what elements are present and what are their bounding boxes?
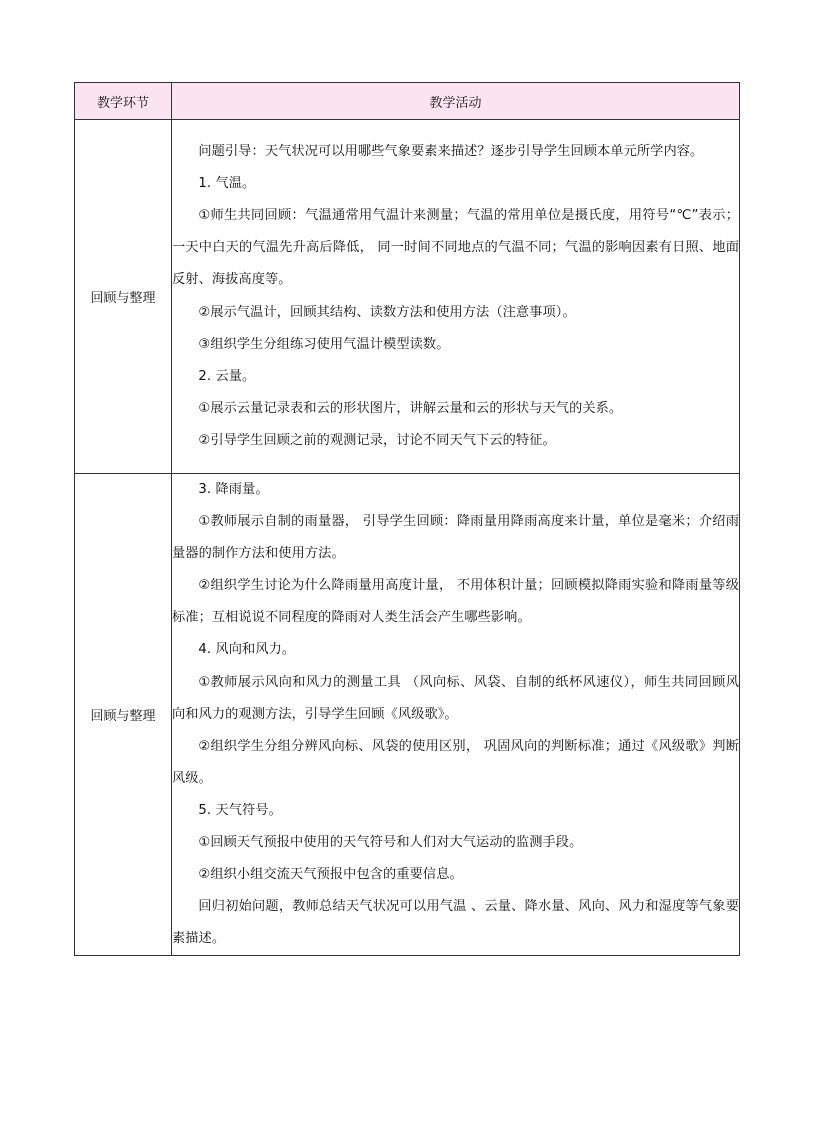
activity-paragraph: 5. 天气符号。 — [198, 802, 282, 818]
activity-paragraph: ②组织学生讨论为什么降雨量用高度计量， 不用体积计量；回顾模拟降雨实验和降雨量等级标准；互相说说不同程度的降雨对人类生活会产生哪些影响。 — [172, 578, 739, 626]
header-activity: 教学活动 — [172, 83, 740, 120]
activity-paragraph: 问题引导：天气状况可以用哪些气象要素来描述？逐步引导学生回顾本单元所学内容。 — [198, 144, 704, 160]
activity-paragraph: ①回顾天气预报中使用的天气符号和人们对大气运动的监测手段。 — [198, 835, 583, 851]
stage-cell: 回顾与整理 — [75, 120, 172, 474]
activity-paragraph: ②展示气温计，回顾其结构、读数方法和使用方法（注意事项）。 — [198, 304, 576, 320]
table-row — [75, 120, 740, 474]
stage-cell: 回顾与整理 — [75, 474, 172, 956]
table-header-row — [75, 83, 740, 120]
header-stage: 教学环节 — [75, 83, 172, 120]
activity-paragraph: 2. 云量。 — [198, 368, 256, 384]
lesson-plan-table — [74, 82, 740, 956]
activity-paragraph: ①教师展示自制的雨量器， 引导学生回顾：降雨量用降雨高度来计量，单位是毫米；介绍雨量器的制作方法和使用方法。 — [172, 514, 739, 562]
activity-paragraph: ②引导学生回顾之前的观测记录，讨论不同天气下云的特征。 — [198, 432, 556, 448]
activity-paragraph: ②组织小组交流天气预报中包含的重要信息。 — [198, 867, 463, 883]
activity-paragraph: ①师生共同回顾：气温通常用气温计来测量；气温的常用单位是摄氏度，用符号“℃”表示；一天中白天的气温先升高后降低， 同一时间不同地点的气温不同；气温的影响因素有日照、地面反射、海拔高度等。 — [172, 208, 739, 288]
activity-paragraph: 1. 气温。 — [198, 176, 256, 192]
activity-paragraph: ①教师展示风向和风力的测量工具 （风向标、风袋、自制的纸杯风速仪），师生共同回顾风向和风力的观测方法，引导学生回顾《风级歌》。 — [172, 674, 739, 722]
activity-paragraph: 3. 降雨量。 — [198, 482, 269, 497]
activity-paragraph: 4. 风向和风力。 — [198, 642, 296, 658]
activity-paragraph: 回归初始问题，教师总结天气状况可以用气温 、云量、降水量、风向、风力和湿度等气象要素描述。 — [172, 899, 739, 947]
activity-cell — [172, 120, 740, 474]
activity-paragraph: ①展示云量记录表和云的形状图片，讲解云量和云的形状与天气的关系。 — [198, 400, 623, 416]
activity-cell — [172, 474, 740, 956]
table-row — [75, 474, 740, 956]
activity-paragraph: ③组织学生分组练习使用气温计模型读数。 — [198, 336, 450, 352]
activity-paragraph: ②组织学生分组分辨风向标、风袋的使用区别， 巩固风向的判断标准；通过《风级歌》判断风级。 — [172, 738, 739, 786]
